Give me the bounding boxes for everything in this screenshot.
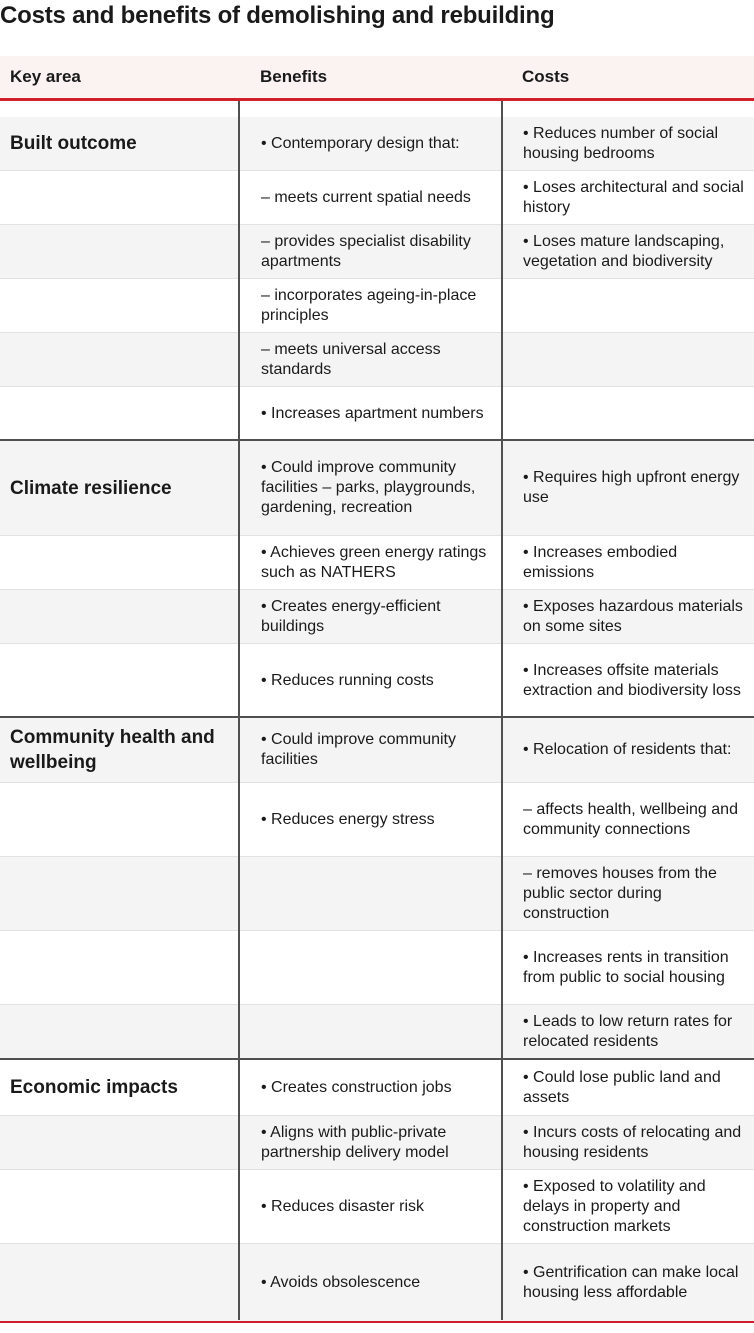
cost-cell	[523, 101, 749, 117]
table-row	[0, 1169, 754, 1243]
cost-cell: • Relocation of residents that:	[523, 741, 732, 758]
table-row	[0, 930, 754, 1004]
benefit-cell: • Increases apartment numbers	[261, 404, 484, 422]
cost-cell: • Increases embodied emissions	[523, 543, 678, 581]
cost-cell	[523, 387, 749, 440]
key-area-cell	[10, 333, 230, 386]
table-row	[0, 643, 754, 717]
benefit-cell	[261, 101, 493, 117]
benefit-cell: • Could improve community facilities	[261, 731, 456, 768]
benefit-cell: – provides specialist disability apartments	[261, 232, 471, 270]
table-row	[0, 1004, 754, 1059]
key-area-cell	[10, 857, 230, 930]
table-row	[0, 535, 754, 589]
table-header	[0, 56, 754, 101]
cost-cell: – removes houses from the public sector during construction	[523, 864, 717, 922]
benefit-cell: • Could improve community facilities – parks, playgrounds, gardening, recreation	[261, 459, 476, 516]
table-row	[0, 439, 754, 535]
key-area-cell	[10, 536, 230, 589]
key-area-cell	[10, 279, 230, 332]
benefit-cell: – incorporates ageing-in-place principles	[261, 286, 477, 324]
column-header-benefits: Benefits	[260, 67, 328, 86]
key-area-cell	[10, 1244, 230, 1321]
table-row-spacer	[0, 101, 754, 117]
table-row	[0, 782, 754, 856]
key-area-cell: Built outcome	[10, 133, 137, 154]
benefit-cell: • Avoids obsolescence	[261, 1273, 421, 1291]
cost-cell: • Increases rents in transition from public to social housing	[523, 948, 729, 986]
cost-cell: – affects health, wellbeing and community connections	[523, 800, 738, 838]
column-header-key-area: Key area	[10, 67, 81, 86]
benefit-cell: – meets current spatial needs	[261, 188, 471, 206]
column-divider	[501, 101, 503, 1320]
table-row	[0, 332, 754, 386]
cost-cell: • Exposed to volatility and delays in property and construction markets	[523, 1177, 706, 1235]
cost-cell: • Increases offsite materials extraction and biodiversity loss	[523, 661, 741, 699]
key-area-cell	[10, 101, 230, 117]
key-area-cell: Climate resilience	[10, 477, 172, 499]
cost-cell: • Gentrification can make local housing less affordable	[523, 1263, 739, 1301]
key-area-cell	[10, 783, 230, 856]
key-area-cell	[10, 1005, 230, 1059]
page-title: Costs and benefits of demolishing and rebuilding	[0, 2, 555, 29]
key-area-cell	[10, 931, 230, 1004]
table-row	[0, 386, 754, 440]
key-area-cell: Economic impacts	[10, 1077, 178, 1098]
cost-cell	[523, 333, 749, 386]
column-divider	[238, 101, 240, 1320]
key-area-cell	[10, 590, 230, 643]
benefit-cell	[261, 1005, 493, 1059]
cost-cell: • Loses mature landscaping, vegetation and biodiversity	[523, 232, 725, 270]
cost-cell: • Could lose public land and assets	[523, 1068, 721, 1106]
table-row	[0, 278, 754, 332]
benefit-cell: • Reduces running costs	[261, 671, 434, 689]
key-area-cell	[10, 1170, 230, 1243]
cost-cell: • Exposes hazardous materials on some sites	[523, 597, 743, 635]
key-area-cell	[10, 387, 230, 440]
benefit-cell: • Achieves green energy ratings such as NATHERS	[261, 543, 487, 581]
cost-cell	[523, 279, 749, 332]
benefit-cell: • Aligns with public-private partnership delivery model	[261, 1123, 449, 1161]
table-row	[0, 1115, 754, 1169]
cost-cell: • Requires high upfront energy use	[523, 469, 740, 506]
cost-cell: • Reduces number of social housing bedrooms	[523, 124, 719, 162]
benefit-cell: • Creates construction jobs	[261, 1078, 452, 1096]
column-header-costs: Costs	[522, 67, 570, 86]
benefit-cell: • Reduces disaster risk	[261, 1197, 424, 1215]
benefit-cell: • Creates energy-efficient buildings	[261, 597, 441, 635]
key-area-cell	[10, 1116, 230, 1169]
benefit-cell	[261, 857, 493, 930]
table-row	[0, 224, 754, 278]
table-row	[0, 589, 754, 643]
benefit-cell	[261, 931, 493, 1004]
benefit-cell: – meets universal access standards	[261, 340, 441, 378]
comparison-table	[0, 101, 754, 1323]
table-row	[0, 1058, 754, 1115]
table-row	[0, 1243, 754, 1321]
table-row	[0, 856, 754, 930]
key-area-cell: Community health and wellbeing	[10, 727, 215, 773]
table-row	[0, 170, 754, 224]
benefit-cell: • Reduces energy stress	[261, 810, 435, 828]
table-row	[0, 716, 754, 782]
key-area-cell	[10, 644, 230, 717]
key-area-cell	[10, 171, 230, 224]
benefit-cell: • Contemporary design that:	[261, 134, 460, 152]
key-area-cell	[10, 225, 230, 278]
table-row	[0, 117, 754, 170]
cost-cell: • Leads to low return rates for relocated residents	[523, 1013, 733, 1050]
cost-cell: • Loses architectural and social history	[523, 178, 744, 216]
cost-cell: • Incurs costs of relocating and housing residents	[523, 1123, 742, 1161]
